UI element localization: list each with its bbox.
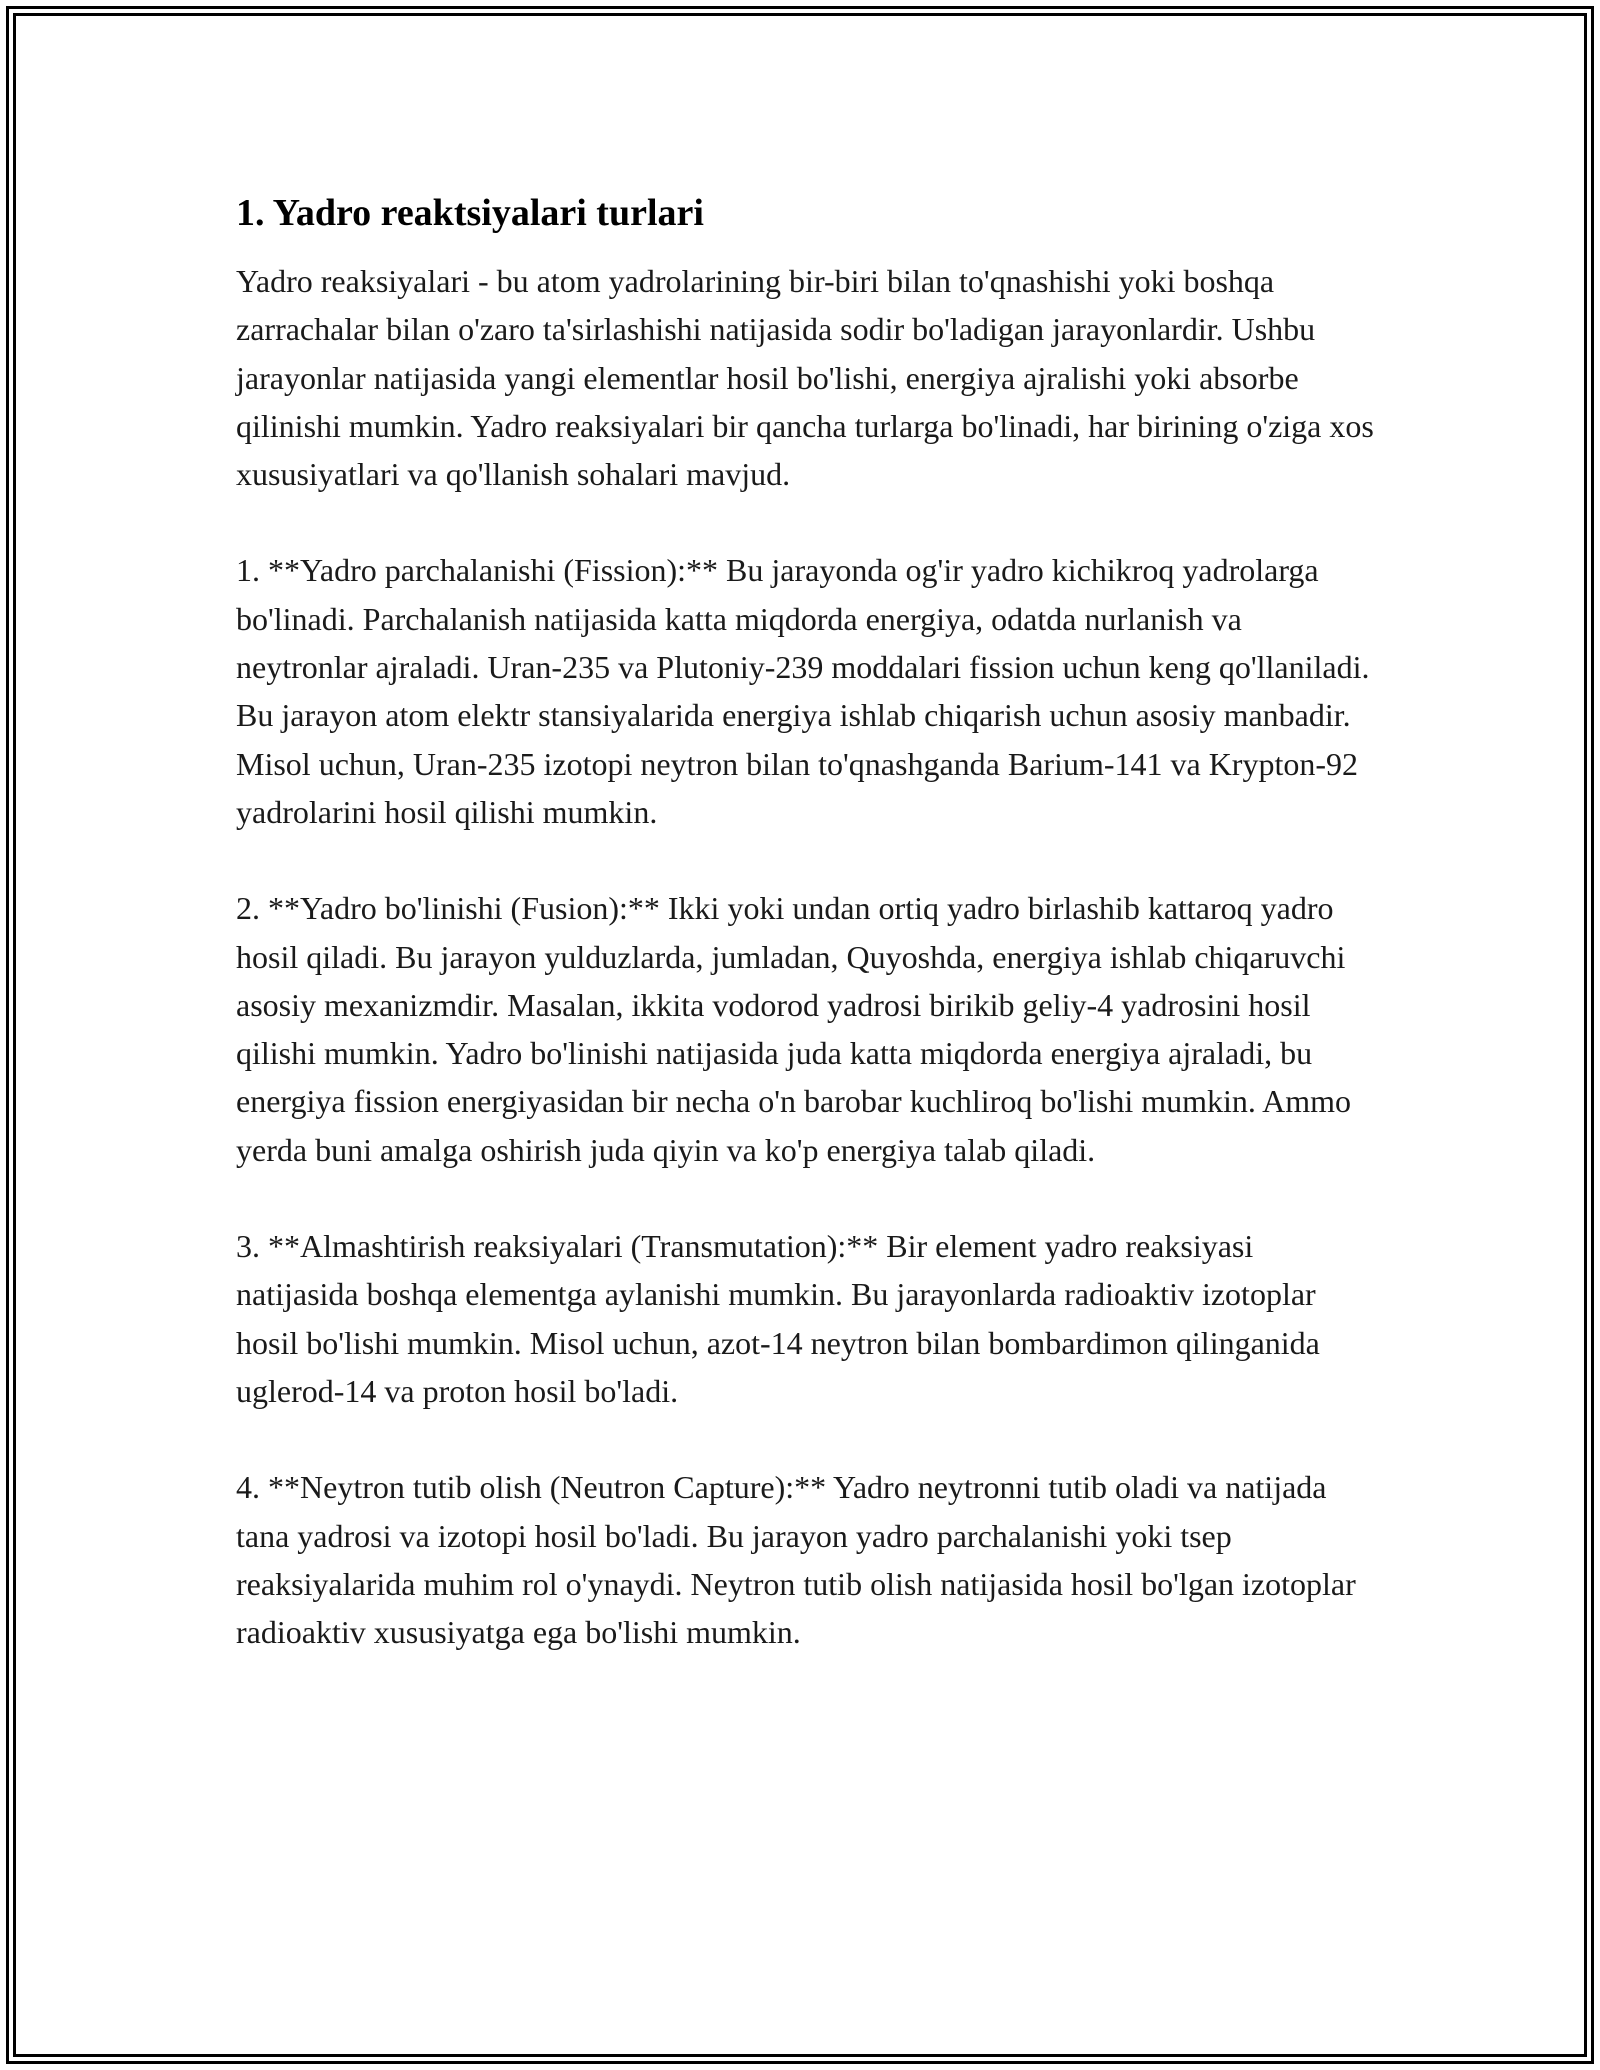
document-title: 1. Yadro reaktsiyalari turlari — [236, 192, 704, 234]
fusion-paragraph: 2. **Yadro bo'linishi (Fusion):** Ikki yoki undan ortiq yadro birlashib kattaroq yadro hosil qiladi. Bu jarayon yulduzlarda, jumladan, Quyoshda, energiya ishlab chiqaruvchi asosiy mexanizmdir. Masalan, ikkita vodorod yadrosi birikib geliy-4 yadrosini hosil qilishi mumkin. Yadro bo'linishi natijasida juda katta miqdorda energiya ajraladi, bu energiya fission energiyasidan bir necha o'n barobar kuchliroq bo'lishi mumkin. Ammo yerda buni amalga oshirish juda qiyin va ko'p energiya talab qiladi. — [236, 890, 1352, 1168]
neutron-capture-paragraph: 4. **Neytron tutib olish (Neutron Capture):** Yadro neytronni tutib oladi va natijada tana yadrosi va izotopi hosil bo'ladi. Bu jarayon yadro parchalanishi yoki tsep reaksiyalarida muhim rol o'ynaydi. Neytron tutib olish natijasida hosil bo'lgan izotoplar radioaktiv xususiyatga ega bo'lishi mumkin. — [236, 1469, 1356, 1651]
intro-paragraph: Yadro reaksiyalari - bu atom yadrolarining bir-biri bilan to'qnashishi yoki boshqa zarrachalar bilan o'zaro ta'sirlashishi natijasida sodir bo'ladigan jarayonlardir. Ushbu jarayonlar natijasida yangi elementlar hosil bo'lishi, energiya ajralishi yoki absorbe qilinishi mumkin. Yadro reaksiyalari bir qancha turlarga bo'linadi, har birining o'ziga xos xususiyatlari va qo'llanish sohalari mavjud. — [236, 263, 1374, 493]
document-body — [236, 188, 1376, 1704]
fission-paragraph: 1. **Yadro parchalanishi (Fission):** Bu jarayonda og'ir yadro kichikroq yadrolarga bo'linadi. Parchalanish natijasida katta miqdorda energiya, odatda nurlanish va neytronlar ajraladi. Uran-235 va Plutoniy-239 moddalari fission uchun keng qo'llaniladi. Bu jarayon atom elektr stansiyalarida energiya ishlab chiqarish uchun asosiy manbadir. Misol uchun, Uran-235 izotopi neytron bilan to'qnashganda Barium-141 va Krypton-92 yadrolarini hosil qilishi mumkin. — [236, 552, 1370, 830]
transmutation-paragraph: 3. **Almashtirish reaksiyalari (Transmutation):** Bir element yadro reaksiyasi natijasida boshqa elementga aylanishi mumkin. Bu jarayonlarda radioaktiv izotoplar hosil bo'lishi mumkin. Misol uchun, azot-14 neytron bilan bombardimon qilinganida uglerod-14 va proton hosil bo'ladi. — [236, 1228, 1320, 1409]
